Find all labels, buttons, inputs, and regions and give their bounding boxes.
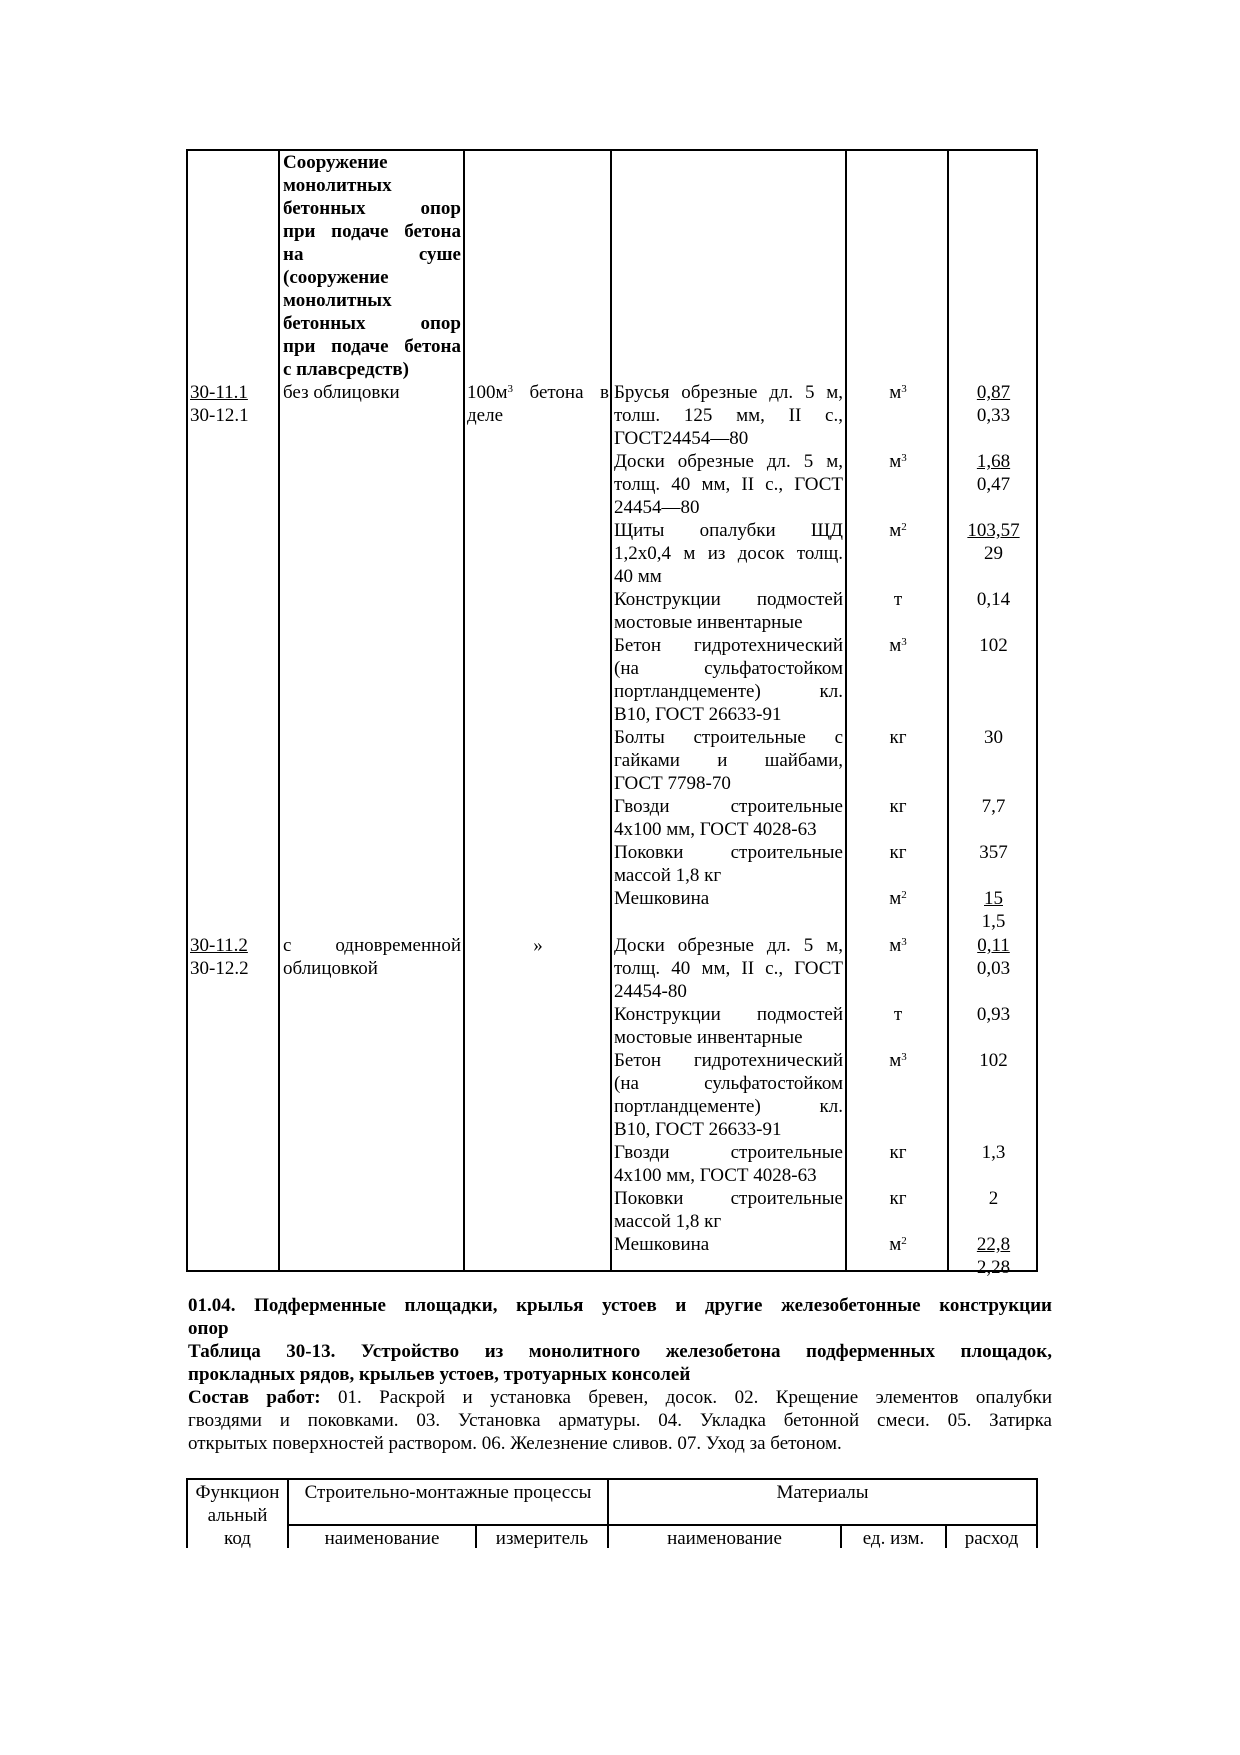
material-quantity: 357 [979,842,1008,863]
material-quantity: 1,68 0,47 [976,451,1011,495]
col-functional-code: Функцион альный код [195,1482,280,1549]
material-name: Бетон гидротехнический (на сульфатостойком портландцементе) кл. В10, ГОСТ 26633-91 [614,635,843,725]
material-quantity: 1,3 [981,1142,1006,1163]
material-name: Поковки строительные массой 1,8 кг [614,1188,843,1232]
material-quantity: 7,7 [981,796,1006,817]
material-unit: кг [889,842,907,863]
material-unit: $м^3$ [889,935,907,956]
col-processes: Строительно-монтажные процессы [304,1482,592,1503]
material-quantity: 0,11 0,03 [976,935,1011,979]
material-unit: кг [889,727,907,748]
material-name: Гвозди строительные 4х100 мм, ГОСТ 4028-63 [614,1142,843,1186]
material-unit: $м^2$ [889,1234,907,1255]
material-quantity: 30 [984,727,1003,748]
material-quantity: 22,8 2,28 [976,1234,1011,1278]
material-unit: $м^2$ [889,888,907,909]
table-bottom-border [186,1270,1038,1272]
header-col-line [1036,1478,1038,1548]
material-name: Бетон гидротехнический (на сульфатостойком портландцементе) кл. В10, ГОСТ 26633-91 [614,1050,843,1140]
material-name: Гвозди строительные 4х100 мм, ГОСТ 4028-63 [614,796,843,840]
material-unit: кг [889,1188,907,1209]
material-name: Доски обрезные дл. 5 м, толщ. 40 мм, II с., ГОСТ 24454—80 [614,451,843,518]
code-cell [190,934,276,980]
table-col-line [947,149,949,1272]
material-unit: $м^3$ [889,382,907,403]
material-name: Мешковина [614,888,710,909]
material-quantity: 2 [988,1188,999,1209]
material-name: Мешковина [614,1234,710,1255]
meter-ditto: » [533,935,543,956]
header-top-border [186,1478,1038,1480]
material-name: Щиты опалубки ЩД 1,2х0,4 м из досок толщ. 40 мм [614,520,843,587]
code-link[interactable]: 30-11.2 [190,935,248,956]
meter-cell: $100м^3$ бетона в деле [467,382,609,426]
table-col-line [610,149,612,1272]
sub-meter: измеритель [495,1528,589,1549]
material-unit: $м^2$ [889,520,907,541]
code-link[interactable]: 30-12.1 [190,405,249,426]
material-quantity: 102 [979,1050,1008,1071]
section-title: Сооружение монолитных бетонных опор при подаче бетона на суше (сооружение монолитных бетонных опор при подаче бетона с плавсредств) [283,152,461,380]
material-name: Доски обрезные дл. 5 м, толщ. 40 мм, II с., ГОСТ 24454-80 [614,935,843,1002]
material-quantity: 0,14 [976,589,1011,610]
material-name: Конструкции подмостей мостовые инвентарные [614,589,843,633]
work-composition: Состав работ: 01. Раскрой и установка бревен, досок. 02. Крещение элементов опалубки гвоздями и поковками. 03. Установка арматуры. 04. Укладка бетонной смеси. 05. Затирка открытых поверхностей раствором. 06. Железнение сливов. 07. Уход за бетоном. [188,1387,1052,1454]
table-col-line [1036,149,1038,1272]
header-mid-border [287,1524,1038,1526]
material-quantity: 0,87 0,33 [976,382,1011,426]
material-unit: т [893,1004,903,1025]
material-unit: $м^3$ [889,1050,907,1071]
sub-name-processes: наименование [324,1528,440,1549]
sub-name-materials: наименование [667,1528,782,1549]
sub-qty: расход [964,1528,1019,1549]
material-quantity: 15 1,5 [981,888,1006,932]
material-unit: $м^3$ [889,451,907,472]
material-quantity: 102 [979,635,1008,656]
sub-unit: ед. изм. [862,1528,925,1549]
code-cell [190,381,276,427]
table-heading: Таблица 30-13. Устройство из монолитного железобетона подферменных площадок, прокладных рядов, крыльев устоев, тротуарных консолей [188,1341,1052,1385]
material-quantity: 103,57 29 [967,520,1020,564]
material-name: Болты строительные с гайками и шайбами, ГОСТ 7798-70 [614,727,843,794]
material-name: Брусья обрезные дл. 5 м, толш. 125 мм, II с., ГОСТ24454—80 [614,382,843,449]
code-link[interactable]: 30-11.1 [190,382,248,403]
material-quantity: 0,93 [976,1004,1011,1025]
material-unit: т [893,589,903,610]
material-name: Конструкции подмостей мостовые инвентарные [614,1004,843,1048]
table-col-line [186,149,188,1272]
section-heading: 01.04. Подферменные площадки, крылья устоев и другие железобетонные конструкции опор [188,1295,1052,1339]
process-name: без облицовки [283,382,400,403]
material-unit: кг [889,796,907,817]
table-col-line [463,149,465,1272]
col-materials: Материалы [776,1482,869,1503]
process-name: с одновременной облицовкой [283,935,461,979]
material-name: Поковки строительные массой 1,8 кг [614,842,843,886]
material-unit: кг [889,1142,907,1163]
work-label: Состав работ: [188,1387,321,1408]
table-col-line [278,149,280,1272]
material-unit: $м^3$ [889,635,907,656]
table-col-line [845,149,847,1272]
code-link[interactable]: 30-12.2 [190,958,249,979]
